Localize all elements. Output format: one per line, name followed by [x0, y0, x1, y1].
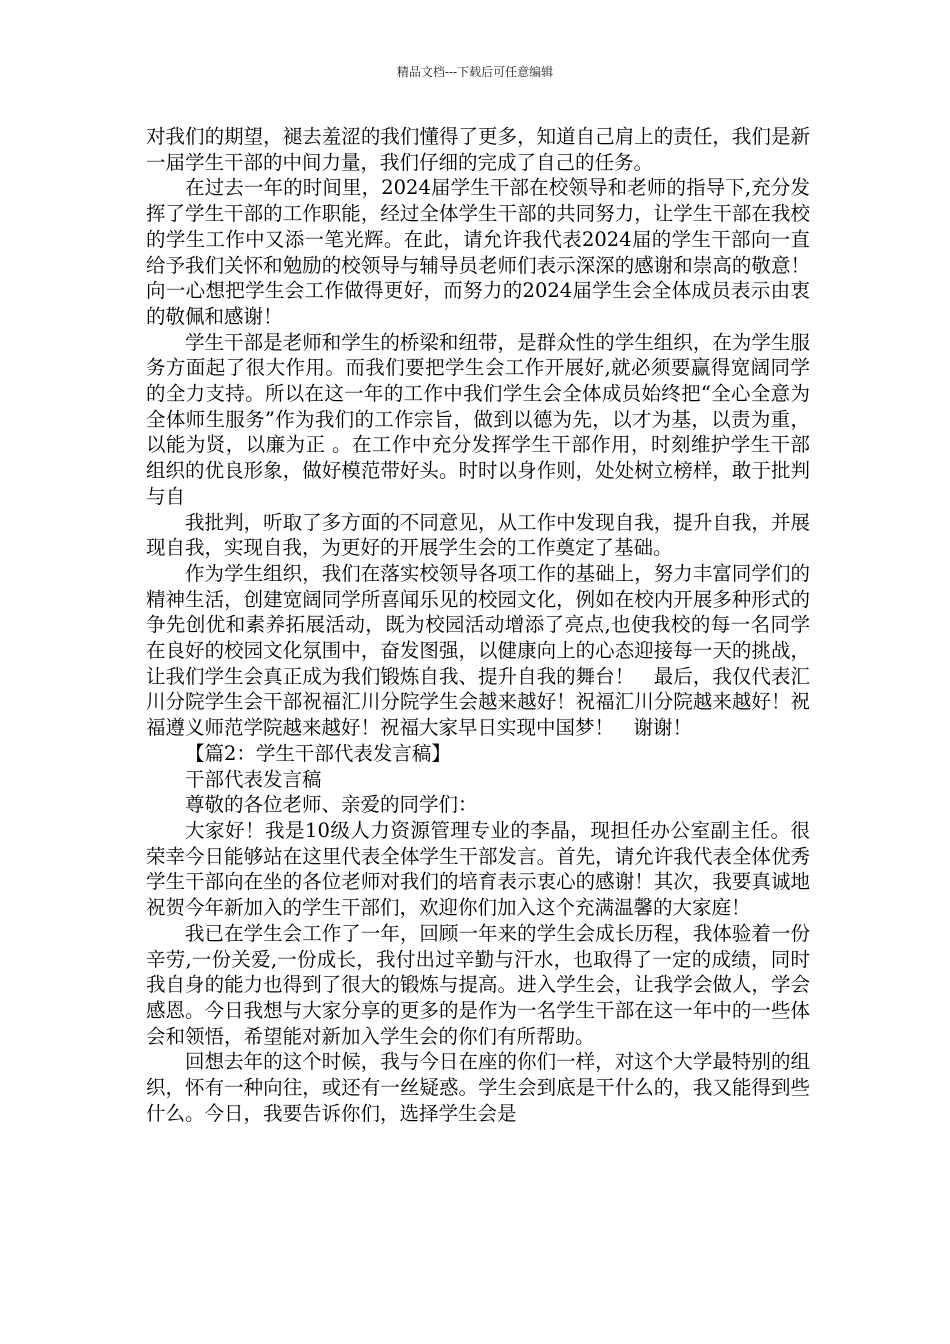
paragraph: 我已在学生会工作了一年，回顾一年来的学生会成长历程，我体验着一份辛劳,一份关爱,一份成长，我付出过辛勤与汗水，也取得了一定的成绩，同时我自身的能力也得到了很大的锻炼与提高。进入学生会，让我学会做人，学会感恩。今日我想与大家分享的更多的是作为一名学生干部在这一年中的一些体会和领悟，希望能对新加入学生会的你们有所帮助。: [146, 921, 810, 1048]
speech-title: 干部代表发言稿: [185, 767, 322, 791]
paragraph: 我批判，听取了多方面的不同意见，从工作中发现自我，提升自我，并展现自我，实现自我，为更好的开展学生会的工作奠定了基础。: [146, 510, 810, 560]
paragraph: 对我们的期望，褪去羞涩的我们懂得了更多，知道自己肩上的责任，我们是新一届学生干部的中间力量，我们仔细的完成了自己的任务。: [146, 125, 810, 174]
paragraph: 大家好！我是10级人力资源管理专业的李晶，现担任办公室副主任。很荣幸今日能够站在这里代表全体学生干部发言。首先，请允许我代表全体优秀学生干部向在坐的各位老师对我们的培育表示衷心的感谢！其次，我要真诚地祝贺今年新加入的学生干部们，欢迎你们加入这个充满温馨的大家庭！: [146, 818, 810, 920]
paragraph: 作为学生组织，我们在落实校领导各项工作的基础上，努力丰富同学们的精神生活，创建宽阔同学所喜闻乐见的校园文化，例如在校内开展多种形式的争先创优和素养拓展活动，既为校园活动增添了亮点,也使我校的每一名同学在良好的校园文化氛围中，奋发图强，以健康向上的心态迎接每一天的挑战，让我们学生会真正成为我们锻炼自我、提升自我的舞台！ 最后，我仅代表汇川分院学生会干部祝福汇川分院学生会越来越好！祝福汇川分院越来越好！祝福遵义师范学院越来越好！祝福大家早日实现中国梦！ 谢谢！: [146, 561, 810, 740]
paragraph: 在过去一年的时间里，2024届学生干部在校领导和老师的指导下,充分发挥了学生干部的工作职能，经过全体学生干部的共同努力，让学生干部在我校的学生工作中又添一笔光辉。在此，请允许我代表2024届的学生干部向一直给予我们关怀和勉励的校领导与辅导员老师们表示深深的感谢和崇高的敬意！向一心想把学生会工作做得更好，而努力的2024届学生会全体成员表示由衷的敬佩和感谢！: [146, 176, 810, 328]
paragraph: 学生干部是老师和学生的桥梁和纽带，是群众性的学生组织，在为学生服务方面起了很大作用。而我们要把学生会工作开展好,就必须要赢得宽阔同学的全力支持。所以在这一年的工作中我们学生会全体成员始终把“全心全意为全体师生服务”作为我们的工作宗旨，做到以德为先，以才为基，以责为重，以能为贤，以廉为正 。在工作中充分发挥学生干部作用，时刻维护学生干部组织的优良形象，做好模范带好头。时时以身作则，处处树立榜样，敢于批判与自: [146, 330, 810, 508]
salutation: 尊敬的各位老师、亲爱的同学们：: [185, 793, 478, 817]
page-header: 精品文档---下载后可任意编辑: [396, 65, 554, 79]
document-body: [146, 124, 810, 1126]
section-heading: 【篇2：学生干部代表发言稿】: [185, 741, 451, 765]
paragraph: 回想去年的这个时候，我与今日在座的你们一样，对这个大学最特别的组织，怀有一种向往，或还有一丝疑惑。学生会到底是干什么的，我又能得到些什么。今日，我要告诉你们，选择学生会是: [146, 1050, 810, 1125]
